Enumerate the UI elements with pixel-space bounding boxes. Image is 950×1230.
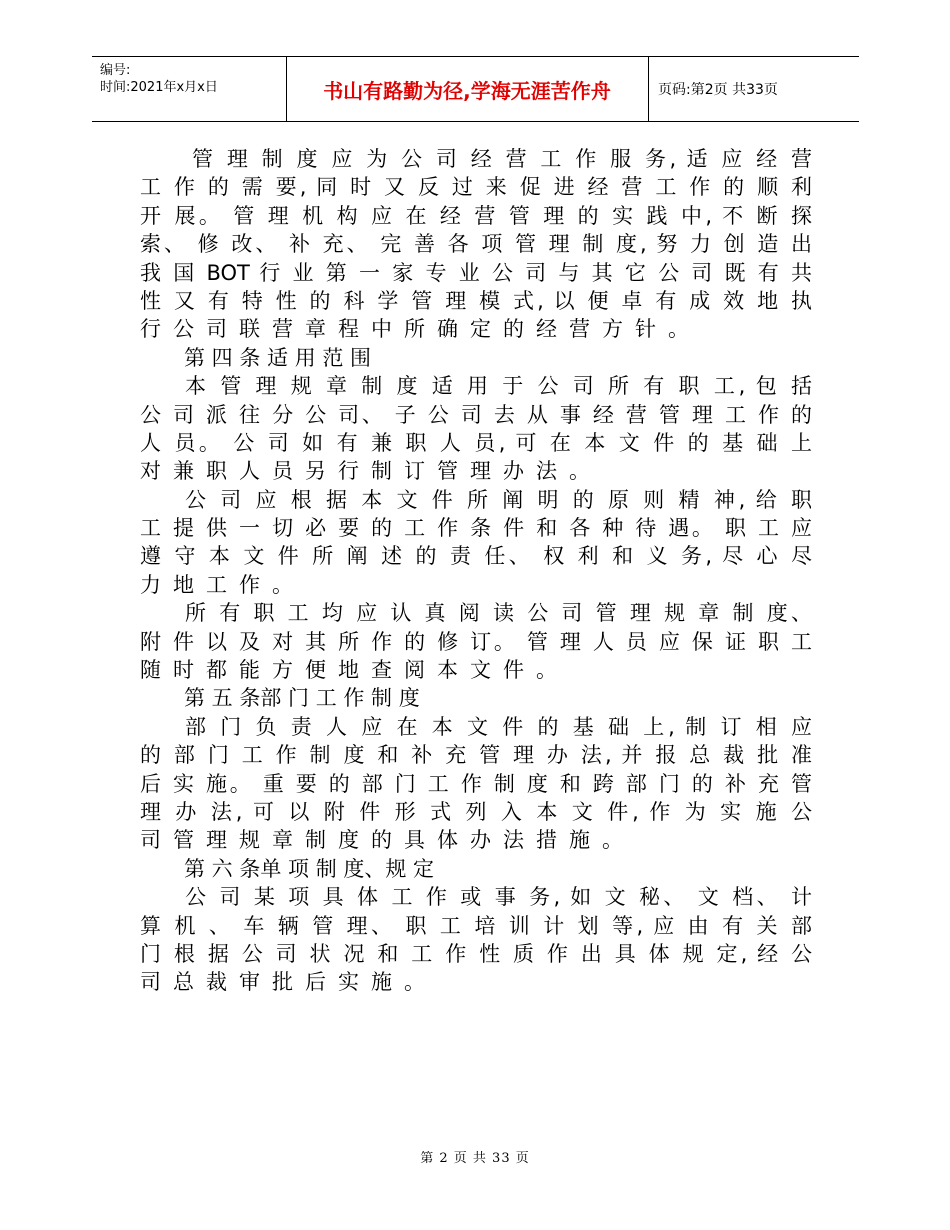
body-line: 力地工作。	[140, 572, 305, 597]
body-line: 的 部 门 工 作 制 度 和 补 充 管 理 办 法, 并 报 总 裁 批 准	[140, 743, 812, 768]
body-line: 遵 守 本 文 件 所 阐 述 的 责 任、 权 利 和 义 务, 尽 心 尽	[140, 544, 812, 569]
document-number-label: 编号:	[100, 63, 131, 78]
body-line: 工 作 的 需 要, 同 时 又 反 过 来 促 进 经 营 工 作 的 顺 利	[140, 175, 812, 200]
section-heading: 第 四 条 适 用 范 围	[184, 345, 372, 370]
body-line: 司管理规章制度的具体办法措施。	[140, 828, 635, 853]
body-line: 性 又 有 特 性 的 科 学 管 理 模 式, 以 便 卓 有 成 效 地 执	[140, 288, 812, 313]
body-line: 管 理 制 度 应 为 公 司 经 营 工 作 服 务, 适 应 经 营	[192, 147, 812, 171]
header-motto: 书山有路勤为径,学海无涯苦作舟	[323, 78, 611, 103]
header-meta	[100, 62, 218, 96]
section-heading: 第 六 条单 项 制 度、规 定	[184, 856, 435, 881]
body-line: 部 门 负 责 人 应 在 本 文 件 的 基 础 上, 制 订 相 应	[185, 714, 812, 739]
body-line: 人 员。 公 司 如 有 兼 职 人 员, 可 在 本 文 件 的 基 础 上	[140, 430, 812, 455]
body-line: 公 司 应 根 据 本 文 件 所 阐 明 的 原 则 精 神, 给 职	[185, 487, 812, 512]
body-line: 算 机 、 车 辆 管 理、 职 工 培 训 计 划 等, 应 由 有 关 部	[140, 913, 812, 938]
body-line: 随时都能方便地查阅本文件。	[140, 658, 569, 683]
document-body	[140, 145, 812, 997]
section-heading: 第 五 条部 门 工 作 制 度	[184, 686, 420, 711]
page-footer: 第 2 页 共 33 页	[420, 1151, 530, 1166]
body-line: 对兼职人员另行制订管理办法。	[140, 459, 602, 484]
body-line: 开 展。 管 理 机 构 应 在 经 营 管 理 的 实 践 中, 不 断 探	[140, 203, 812, 228]
body-line: 司总裁审批后实施。	[140, 970, 437, 995]
document-time-label: 时间:2021年x月x日	[100, 80, 218, 95]
body-line: 行公司联营章程中所确定的经营方针。	[140, 317, 701, 342]
body-line: 附 件 以 及 对 其 所 作 的 修 订。 管 理 人 员 应 保 证 职 工	[140, 629, 812, 654]
body-line: 本 管 理 规 章 制 度 适 用 于 公 司 所 有 职 工, 包 括	[185, 374, 812, 399]
body-line: 门 根 据 公 司 状 况 和 工 作 性 质 作 出 具 体 规 定, 经 公	[140, 941, 812, 966]
body-line: 后 实 施。 重 要 的 部 门 工 作 制 度 和 跨 部 门 的 补 充 管	[140, 771, 812, 796]
body-line: 公 司 某 项 具 体 工 作 或 事 务, 如 文 秘、 文 档、 计	[185, 885, 812, 910]
body-line: 索、 修 改、 补 充、 完 善 各 项 管 理 制 度, 努 力 创 造 出	[140, 232, 812, 257]
body-line: 理 办 法, 可 以 附 件 形 式 列 入 本 文 件, 作 为 实 施 公	[140, 799, 812, 824]
body-line: 我 国 BOT 行 业 第 一 家 专 业 公 司 与 其 它 公 司 既 有 共	[140, 260, 812, 285]
page-header	[92, 56, 859, 122]
body-line: 公 司 派 往 分 公 司、 子 公 司 去 从 事 经 营 管 理 工 作 的	[140, 402, 812, 427]
header-page-info: 页码:第2页 共33页	[658, 82, 778, 98]
body-line: 工 提 供 一 切 必 要 的 工 作 条 件 和 各 种 待 遇。 职 工 应	[140, 516, 812, 541]
body-line: 所 有 职 工 均 应 认 真 阅 读 公 司 管 理 规 章 制 度、	[185, 601, 812, 626]
